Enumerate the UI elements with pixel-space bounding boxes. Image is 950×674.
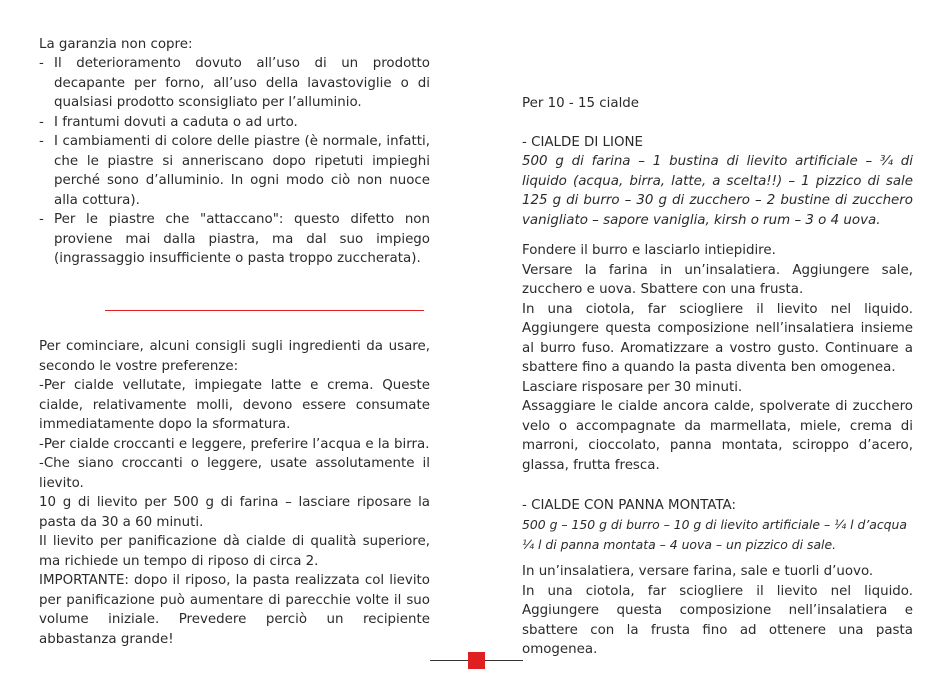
warranty-list [39, 54, 430, 269]
recipe-title-lyon: - CIALDE DI LIONE [522, 135, 643, 150]
recipe-step: In un’insalatiera, versare farina, sale e tuorli d’uovo. [522, 564, 874, 579]
recipe-title-cream: - CIALDE CON PANNA MONTATA: [522, 498, 736, 513]
tip-paragraph: -Per cialde vellutate, impiegate latte e crema. Queste cialde, relativamente molli, devono essere consumate immediatamente dopo la sformatura. [39, 378, 430, 432]
list-item: - I cambiamenti di colore delle piastre (è normale, infatti, che le piastre si anneriscano dopo ripetuti impieghi perché sono d’alluminio. In ogni modo ciò non nuoce alla cottura). [39, 132, 430, 210]
tip-paragraph: 10 g di lievito per 500 g di farina – lasciare riposare la pasta da 30 a 60 minuti. [39, 495, 430, 530]
recipe-steps-cream [522, 562, 913, 660]
tip-paragraph: -Che siano croccanti o leggere, usate assolutamente il lievito. [39, 456, 430, 491]
recipe-steps-lyon [522, 241, 913, 475]
list-item: - Il deterioramento dovuto all’uso di un prodotto decapante per forno, all’uso della lavastoviglie o di qualsiasi prodotto sconsigliato per l’alluminio. [39, 54, 430, 113]
warranty-title: La garanzia non copre: [39, 37, 193, 52]
recipe-ingredients-cream: 500 g – 150 g di burro – 10 g di lievito artificiale – ¼ l d’acqua [522, 517, 907, 532]
recipe-step: Versare la farina in un’insalatiera. Aggiungere sale, zucchero e uova. Sbattere con una frusta. [522, 262, 913, 297]
tip-paragraph: Il lievito per panificazione dà cialde di qualità superiore, ma richiede un tempo di riposo di circa 2. [39, 534, 430, 569]
list-item: - I frantumi dovuti a caduta o ad urto. [39, 113, 430, 133]
recipe-step: Fondere il burro e lasciarlo intiepidire. [522, 243, 776, 258]
footer-square [468, 652, 485, 669]
recipe-ingredients-lyon: 500 g di farina – 1 bustina di lievito artificiale – ¾ di liquido (acqua, birra, latte, a scelta!!) – 1 pizzico di sale 125 g di burro – 30 g di zucchero – 2 bustine di zucchero vanigliato – sapore vaniglia, kirsh o rum – 3 o 4 uova. [522, 154, 913, 228]
recipe-step: Lasciare risposare per 30 minuti. [522, 379, 743, 395]
recipe-yield: Per 10 - 15 cialde [522, 96, 640, 111]
tips-intro: Per cominciare, alcuni consigli sugli ingredienti da usare, secondo le vostre preferenze: [39, 339, 430, 374]
ingredient-tips [39, 337, 430, 649]
footer-line-right [485, 660, 523, 661]
recipe-step: In una ciotola, far sciogliere il lievito nel liquido. Aggiungere questa composizione nell’insalatiera e sbattere con la frusta fino ad ottenere una pasta omogenea. [522, 583, 913, 657]
list-item: - Per le piastre che "attaccano": questo difetto non proviene mai dalla piastra, ma dal suo impiego (ingrassaggio insufficiente o pasta troppo zuccherata). [39, 210, 430, 269]
tip-paragraph: -Per cialde croccanti e leggere, preferire l’acqua e la birra. [39, 436, 430, 452]
recipe-step: In una ciotola, far sciogliere il lievito nel liquido. Aggiungere questa composizione nell’insalatiera insieme al burro fuso. Aromatizzare a vostro gusto. Continuare a sbattere fino a quando la pasta diventa ben omogenea. [522, 301, 913, 375]
recipe-ingredients-cream: ¼ l di panna montata – 4 uova – un pizzico di sale. [522, 537, 837, 552]
tip-paragraph: IMPORTANTE: dopo il riposo, la pasta realizzata col lievito per panificazione può aumentare di parecchie volte il suo volume iniziale. Prevedere perciò un recipiente abbastanza grande! [39, 573, 430, 647]
recipe-step: Assaggiare le cialde ancora calde, spolverate di zucchero velo o accompagnate da marmellata, miele, crema di marroni, cioccolato, panna montata, sciroppo d’acero, glassa, frutta fresca. [522, 399, 913, 473]
section-divider [105, 310, 424, 311]
footer-line-left [430, 660, 468, 661]
